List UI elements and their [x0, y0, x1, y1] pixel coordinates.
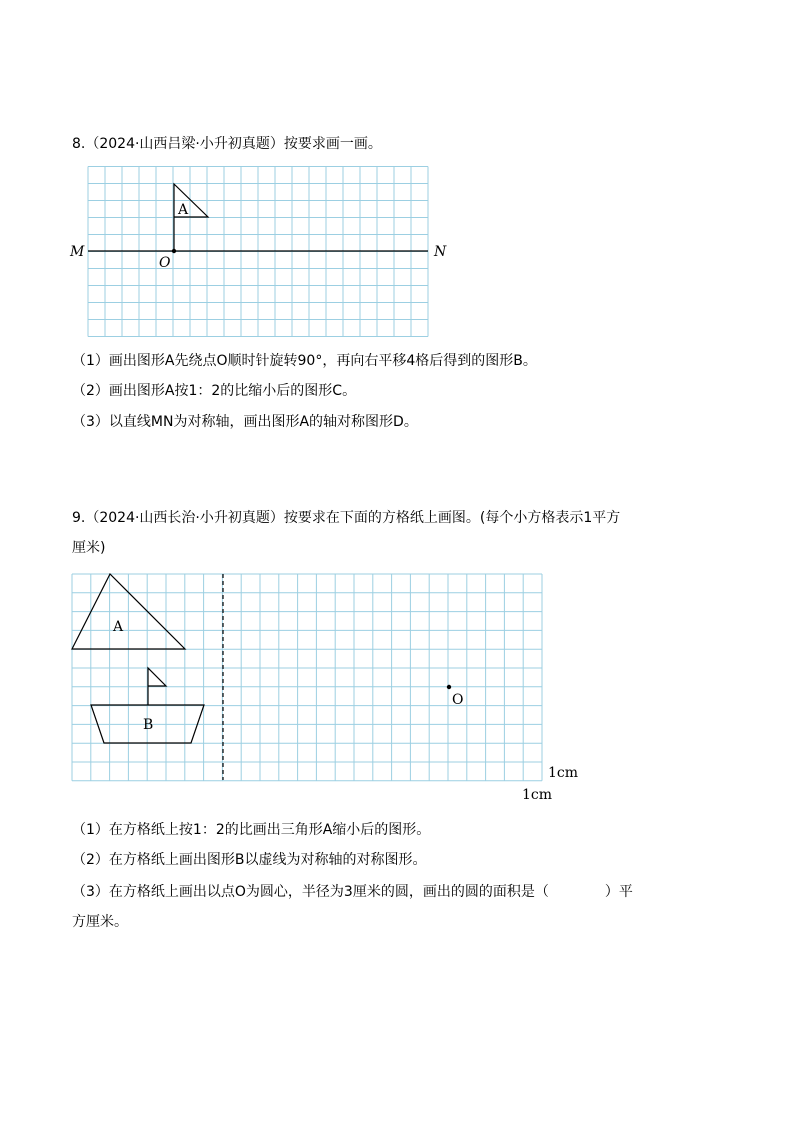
- label-m: M: [70, 244, 85, 260]
- q8-item-1: （1）画出图形A先绕点O顺时针旋转90°，再向右平移4格后得到的图形B。: [72, 353, 537, 369]
- label-a: A: [178, 202, 189, 218]
- q9-title-line2: 厘米): [72, 540, 106, 556]
- unit-label-horizontal: 1cm: [522, 787, 553, 803]
- label-a9: A: [113, 619, 124, 635]
- unit-label-vertical: 1cm: [548, 765, 579, 781]
- q9-title-line1: 9.（2024·山西长治·小升初真题）按要求在下面的方格纸上画图。(每个小方格表示1平方: [72, 510, 621, 526]
- q9-item-3: （3）在方格纸上画出以点O为圆心，半径为3厘米的圆，画出的圆的面积是（ ）平: [72, 884, 633, 900]
- point-o9: [447, 685, 451, 689]
- label-o: O: [159, 255, 171, 271]
- q9-item-3-cont: 方厘米。: [72, 914, 128, 930]
- boat-flag: [148, 668, 166, 705]
- q9-grid: [72, 574, 542, 781]
- label-n: N: [434, 244, 447, 260]
- q8-title: 8.（2024·山西吕梁·小升初真题）按要求画一画。: [72, 136, 382, 152]
- q9-item-1: （1）在方格纸上按1：2的比画出三角形A缩小后的图形。: [72, 822, 431, 838]
- q8-item-3: （3）以直线MN为对称轴，画出图形A的轴对称图形D。: [72, 414, 418, 430]
- label-b: B: [143, 717, 154, 733]
- label-o9: O: [452, 692, 464, 708]
- q9-item-2: （2）在方格纸上画出图形B以虚线为对称轴的对称图形。: [72, 852, 427, 868]
- q8-item-2: （2）画出图形A按1：2的比缩小后的图形C。: [72, 383, 357, 399]
